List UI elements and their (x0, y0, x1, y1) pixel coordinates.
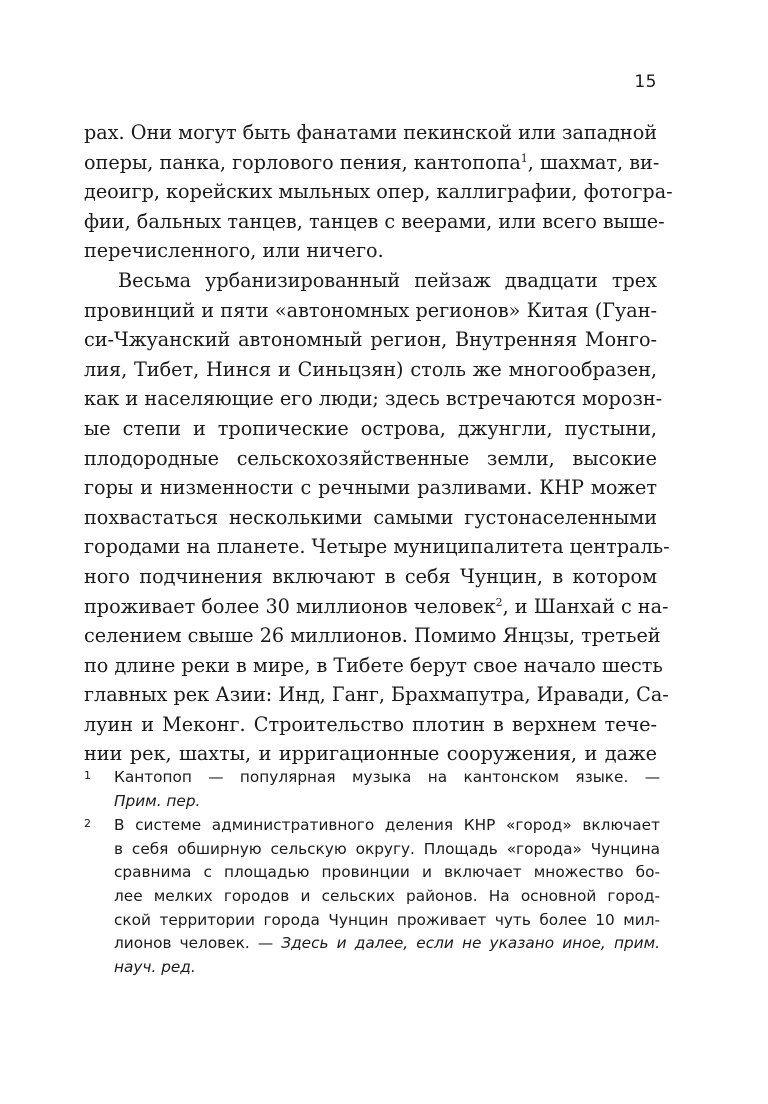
text-segment: , шахмат, ви- (527, 150, 660, 174)
text-line: городами на планете. Четыре муниципалитета централь- (84, 535, 670, 559)
footnote-line: сравнима с площадью провинции и включает множество бо- (114, 863, 660, 882)
footnote-line (114, 932, 660, 956)
footnote-2 (84, 814, 660, 979)
text-line: Весьма урбанизированный пейзаж двадцати трех (118, 268, 657, 292)
page-number: 15 (634, 72, 657, 92)
text-line: ые степи и тропические острова, джунгли, пустыни, (84, 416, 657, 440)
footnote-line: В системе административного деления КНР «город» включает (114, 816, 660, 835)
text-segment: Здесь и далее, если не указано иное, прим. (281, 934, 660, 953)
text-line (84, 148, 660, 178)
text-line: провинций и пяти «автономных регионов» Китая (Гуан- (84, 298, 657, 322)
footnote-ref-2[interactable]: 2 (495, 595, 503, 609)
text-line: перечисленного, или ничего. (84, 239, 384, 263)
text-line: ного подчинения включают в себя Чунцин, в котором (84, 564, 657, 588)
text-segment: оперы, панка, горлового пения, кантопопа (84, 150, 521, 174)
text-segment: , и Шанхай с на- (502, 594, 669, 618)
footnote-line: науч. ред. (114, 957, 196, 976)
text-line: си-Чжуанский автономный регион, Внутренняя Монго- (84, 328, 657, 352)
footnote-marker: 2 (84, 817, 91, 831)
footnote-1 (84, 766, 660, 813)
footnote-marker: 1 (84, 769, 91, 782)
text-line: лия, Тибет, Нинся и Синьцзян) столь же многообразен, (84, 357, 657, 381)
main-text (84, 118, 673, 769)
text-segment: лионов человек. — (114, 934, 282, 953)
text-line (84, 592, 669, 622)
text-segment: проживает более 30 миллионов человек (84, 594, 496, 618)
text-line: горы и низменности с речными разливами. КНР может (84, 476, 657, 500)
text-line: главных рек Азии: Инд, Ганг, Брахмапутра, Иравади, Са- (84, 683, 669, 707)
text-line: похвастаться несколькими самыми густонаселенными (84, 505, 657, 529)
text-line: рах. Они могут быть фанатами пекинской или западной (84, 121, 658, 144)
paragraph-2 (84, 266, 670, 769)
text-line: луин и Меконг. Строительство плотин в верхнем тече- (84, 712, 657, 736)
footnote-line: лее мелких городов и сельских районов. На основной город- (114, 886, 660, 905)
text-line: по длине реки в мире, в Тибете берут свое начало шесть (84, 653, 663, 677)
footnotes (84, 766, 660, 980)
text-line: как и населяющие его люди; здесь встречаются морозн- (84, 387, 663, 411)
paragraph-1 (84, 118, 673, 266)
text-line: нии рек, шахты, и ирригационные сооружения, и даже (84, 742, 657, 766)
text-line: деоигр, корейских мыльных опер, каллиграфии, фотогра- (84, 180, 673, 204)
text-line: селением свыше 26 миллионов. Помимо Янцзы, третьей (84, 624, 661, 648)
footnote-line: Кантопоп — популярная музыка на кантонском языке. — (114, 768, 660, 786)
footnote-line: Прим. пер. (114, 791, 201, 810)
text-line: фии, бальных танцев, танцев с веерами, или всего выше- (84, 209, 665, 233)
footnote-line: ской территории города Чунцин проживает чуть более 10 мил- (114, 910, 660, 929)
footnote-ref-1[interactable]: 1 (520, 151, 528, 165)
footnote-line: в себя обширную сельскую округу. Площадь «города» Чунцина (114, 839, 660, 858)
text-line: плодородные сельскохозяйственные земли, высокие (84, 446, 657, 470)
